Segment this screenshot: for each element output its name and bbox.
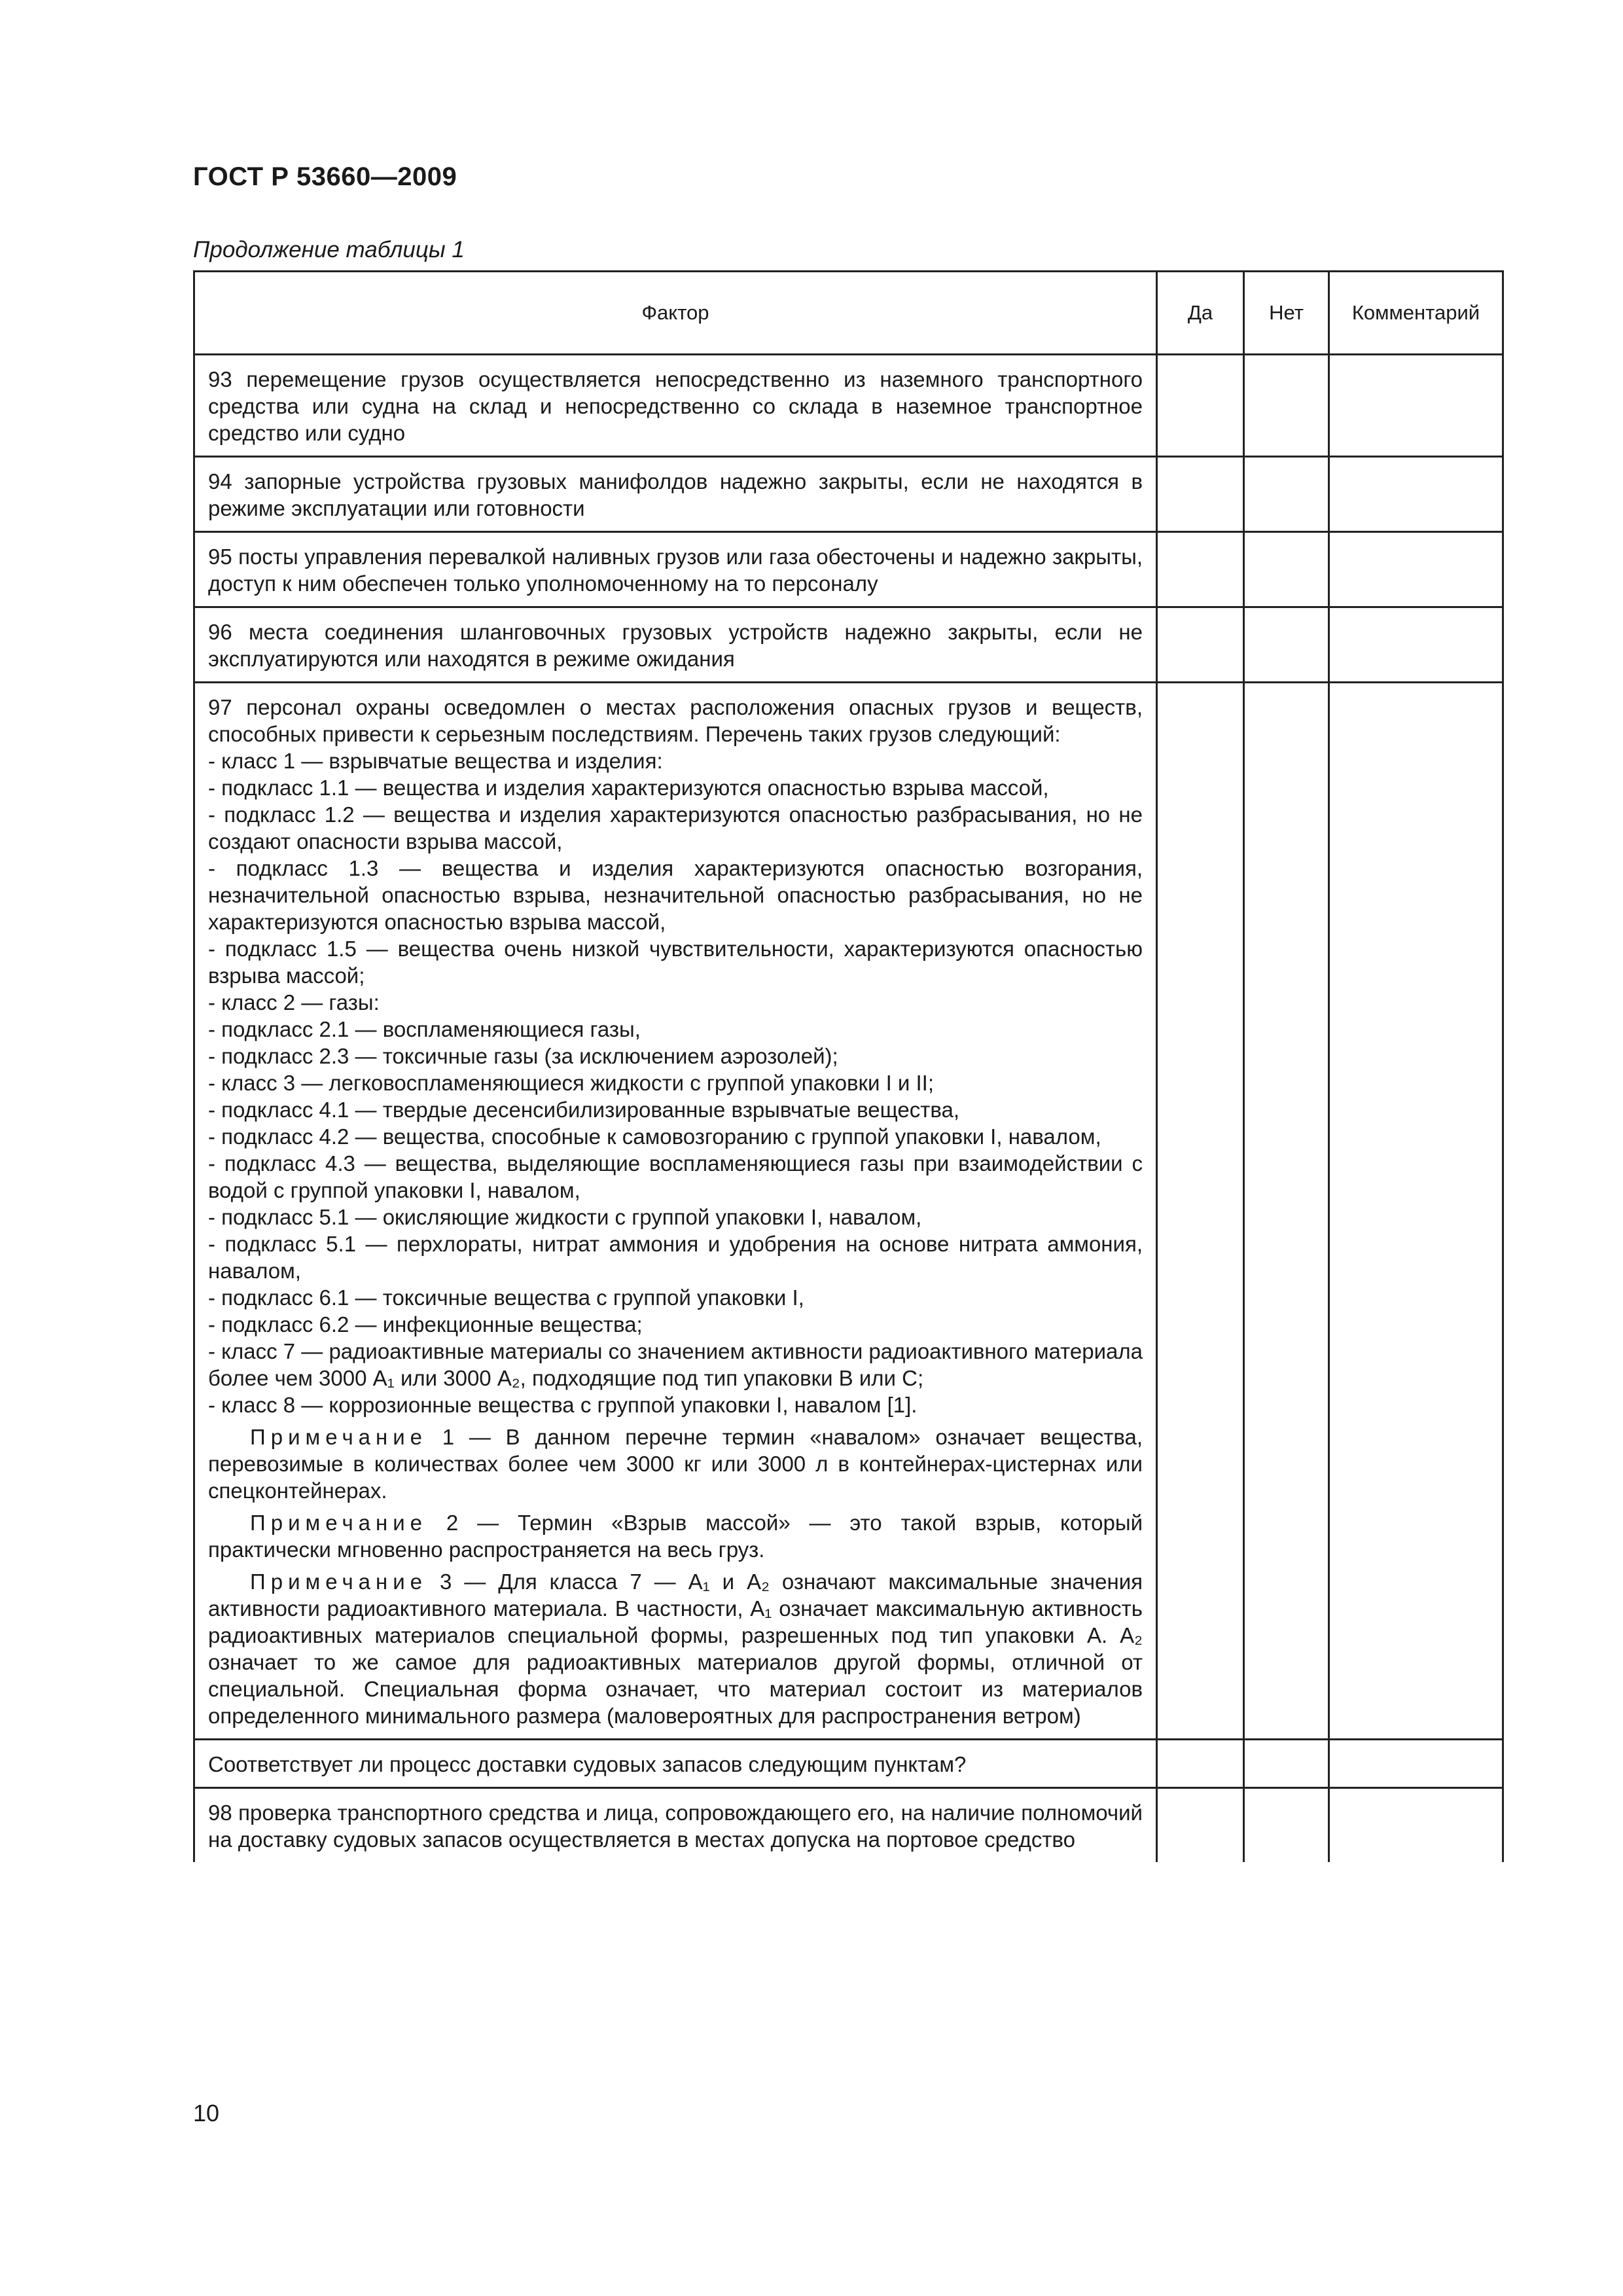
hazard-list-item: - подкласс 1.1 — вещества и изделия характеризуются опасностью взрыва массой, <box>208 776 1049 800</box>
yes-cell[interactable] <box>1157 683 1244 1740</box>
no-cell[interactable] <box>1244 355 1329 457</box>
note-label: Примечание <box>250 1425 428 1449</box>
table-row <box>194 457 1503 532</box>
hazard-list-item: - подкласс 1.5 — вещества очень низкой чувствительности, характеризуются опасностью взрыва массой; <box>208 937 1143 988</box>
note-3 <box>208 1568 1143 1729</box>
no-cell[interactable] <box>1244 532 1329 607</box>
hazard-list-item: - подкласс 2.1 — воспламеняющиеся газы, <box>208 1017 641 1041</box>
table-row <box>194 532 1503 607</box>
comment-cell[interactable] <box>1329 1740 1503 1788</box>
hazard-list-item: - класс 7 — радиоактивные материалы со значением активности радиоактивного материала более чем 3000 A₁ или 3000 A₂, подходящие под тип упаковки B или C; <box>208 1339 1143 1390</box>
note-label: Примечание <box>250 1511 428 1535</box>
note-2 <box>208 1509 1143 1563</box>
yes-cell[interactable] <box>1157 355 1244 457</box>
no-cell[interactable] <box>1244 683 1329 1740</box>
table-row <box>194 607 1503 683</box>
note-label: Примечание <box>250 1570 428 1594</box>
table-row <box>194 355 1503 457</box>
page-number: 10 <box>193 2100 220 2126</box>
yes-cell[interactable] <box>1157 532 1244 607</box>
column-header-no: Нет <box>1244 272 1329 355</box>
column-header-comment: Комментарий <box>1329 272 1503 355</box>
no-cell[interactable] <box>1244 1788 1329 1863</box>
document-title: ГОСТ Р 53660—2009 <box>193 162 457 191</box>
hazard-list-item: - класс 3 — легковоспламеняющиеся жидкости с группой упаковки I и II; <box>208 1071 935 1095</box>
note-text: 1 — В данном перечне термин «навалом» означает вещества, перевозимые в количествах более чем 3000 кг или 3000 л в контейнерах-цистернах или спецконтейнерах. <box>208 1425 1143 1503</box>
note-text: 3 — Для класса 7 — A₁ и A₂ означают максимальные значения активности радиоактивного материала. В частности, A₁ означает максимальную активность радиоактивных материалов специальной формы, разрешенных под тип упаковки А. A₂ означает то же самое для радиоактивных материалов другой формы, отличной от специальной. Специальная форма означает, что материал состоит из материалов определенного минимального размера (маловероятных для распространения ветром) <box>208 1570 1143 1728</box>
yes-cell[interactable] <box>1157 1788 1244 1863</box>
table-header-row <box>194 272 1503 355</box>
hazard-list-item: - класс 8 — коррозионные вещества с группой упаковки I, навалом [1]. <box>208 1393 918 1417</box>
hazard-list-item: - класс 2 — газы: <box>208 990 380 1014</box>
no-cell[interactable] <box>1244 1740 1329 1788</box>
factor-cell: 98 проверка транспортного средства и лица, сопровождающего его, на наличие полномочий на доставку судовых запасов осуществляется в местах допуска на портовое средство <box>194 1788 1157 1863</box>
hazard-list-item: - подкласс 6.2 — инфекционные вещества; <box>208 1312 643 1336</box>
yes-cell[interactable] <box>1157 457 1244 532</box>
hazard-list-item: - подкласс 6.1 — токсичные вещества с группой упаковки I, <box>208 1285 804 1310</box>
factor-cell: Соответствует ли процесс доставки судовых запасов следующим пунктам? <box>194 1740 1157 1788</box>
comment-cell[interactable] <box>1329 607 1503 683</box>
factor-cell: 95 посты управления перевалкой наливных грузов или газа обесточены и надежно закрыты, доступ к ним обеспечен только уполномоченному на то персоналу <box>194 532 1157 607</box>
comment-cell[interactable] <box>1329 457 1503 532</box>
hazard-list-item: - подкласс 1.2 — вещества и изделия характеризуются опасностью разбрасывания, но не создают опасности взрыва массой, <box>208 802 1143 853</box>
column-header-factor: Фактор <box>194 272 1157 355</box>
no-cell[interactable] <box>1244 607 1329 683</box>
column-header-yes: Да <box>1157 272 1244 355</box>
hazard-list-item: - подкласс 1.3 — вещества и изделия характеризуются опасностью возгорания, незначительной опасностью взрыва, незначительной опасностью разбрасывания, но не характеризуются опасностью взрыва массой, <box>208 856 1143 934</box>
comment-cell[interactable] <box>1329 1788 1503 1863</box>
hazard-list-item: - подкласс 5.1 — окисляющие жидкости с группой упаковки I, навалом, <box>208 1205 922 1229</box>
note-1 <box>208 1424 1143 1504</box>
table-row <box>194 1740 1503 1788</box>
factor-intro: 97 персонал охраны осведомлен о местах расположения опасных грузов и веществ, способных привести к серьезным последствиям. Перечень таких грузов следующий: <box>208 695 1143 746</box>
yes-cell[interactable] <box>1157 607 1244 683</box>
hazard-list-item: - подкласс 2.3 — токсичные газы (за исключением аэрозолей); <box>208 1044 838 1068</box>
factor-cell: 94 запорные устройства грузовых манифолдов надежно закрыты, если не находятся в режиме эксплуатации или готовности <box>194 457 1157 532</box>
factor-cell: 93 перемещение грузов осуществляется непосредственно из наземного транспортного средства или судна на склад и непосредственно со склада в наземное транспортное средство или судно <box>194 355 1157 457</box>
hazard-list-item: - подкласс 5.1 — перхлораты, нитрат аммония и удобрения на основе нитрата аммония, навалом, <box>208 1232 1143 1283</box>
checklist-table <box>193 270 1504 1862</box>
comment-cell[interactable] <box>1329 355 1503 457</box>
factor-cell: 96 места соединения шланговочных грузовых устройств надежно закрыты, если не эксплуатируются или находятся в режиме ожидания <box>194 607 1157 683</box>
comment-cell[interactable] <box>1329 532 1503 607</box>
hazard-list-item: - подкласс 4.3 — вещества, выделяющие воспламеняющиеся газы при взаимодействии с водой с группой упаковки I, навалом, <box>208 1151 1143 1202</box>
table-row <box>194 683 1503 1740</box>
factor-cell <box>194 683 1157 1740</box>
table-caption: Продолжение таблицы 1 <box>193 237 465 262</box>
hazard-list-item: - подкласс 4.1 — твердые десенсибилизированные взрывчатые вещества, <box>208 1098 960 1122</box>
comment-cell[interactable] <box>1329 683 1503 1740</box>
note-text: 2 — Термин «Взрыв массой» — это такой взрыв, который практически мгновенно распространяется на весь груз. <box>208 1511 1143 1562</box>
hazard-list-item: - подкласс 4.2 — вещества, способные к самовозгоранию с группой упаковки I, навалом, <box>208 1124 1101 1149</box>
no-cell[interactable] <box>1244 457 1329 532</box>
table-row <box>194 1788 1503 1863</box>
yes-cell[interactable] <box>1157 1740 1244 1788</box>
hazard-list-item: - класс 1 — взрывчатые вещества и изделия: <box>208 749 663 773</box>
